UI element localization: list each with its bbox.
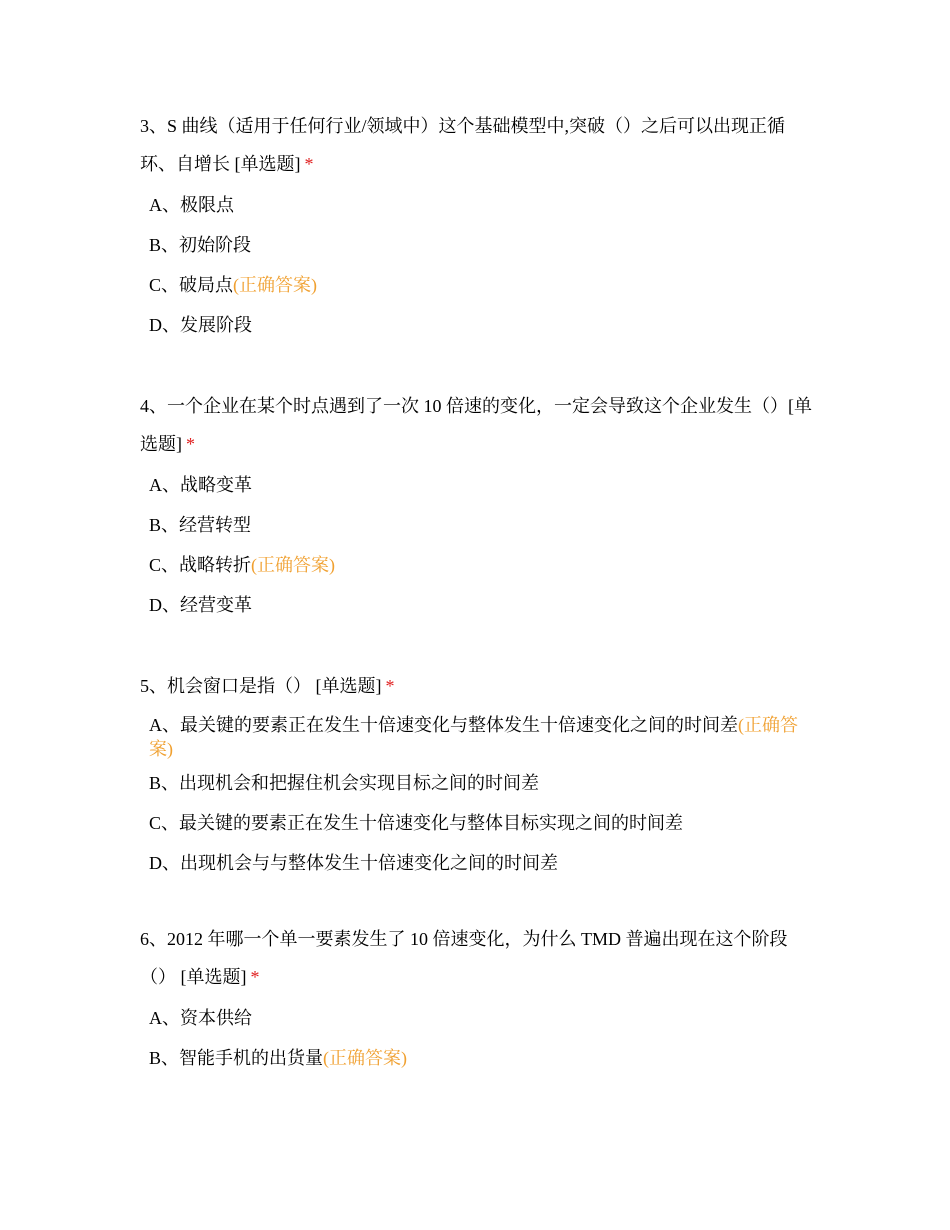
option-text: B、智能手机的出货量 xyxy=(149,1048,324,1068)
option-d[interactable] xyxy=(140,851,812,875)
option-text: A、极限点 xyxy=(149,195,234,215)
option-text: A、战略变革 xyxy=(149,475,252,495)
question-text: 4、一个企业在某个时点遇到了一次 10 倍速的变化，一定会导致这个企业发生（）[单选题] xyxy=(140,396,812,454)
option-text: C、破局点 xyxy=(149,275,234,295)
option-text: C、战略转折 xyxy=(149,555,252,575)
option-text: A、资本供给 xyxy=(149,1008,252,1028)
option-a[interactable] xyxy=(140,473,812,497)
option-c[interactable] xyxy=(140,273,812,297)
correct-answer-label: (正确答案) xyxy=(323,1048,408,1068)
required-asterisk: * xyxy=(304,154,314,174)
question-title xyxy=(140,107,812,183)
required-asterisk: * xyxy=(250,967,260,987)
option-b[interactable] xyxy=(140,233,812,257)
question-4 xyxy=(140,387,812,633)
question-6 xyxy=(140,920,812,1086)
question-text: 6、2012 年哪一个单一要素发生了 10 倍速变化，为什么 TMD 普遍出现在这个阶段（） [单选题] xyxy=(140,929,788,987)
option-text: D、发展阶段 xyxy=(149,315,252,335)
option-text: A、最关键的要素正在发生十倍速变化与整体发生十倍速变化之间的时间差 xyxy=(149,715,738,735)
required-asterisk: * xyxy=(186,434,195,454)
question-3 xyxy=(140,107,812,353)
question-text: 3、S 曲线（适用于任何行业/领域中）这个基础模型中,突破（）之后可以出现正循环、自增长 [单选题] xyxy=(140,116,786,174)
question-title xyxy=(140,387,812,463)
option-text: D、经营变革 xyxy=(149,595,252,615)
option-c[interactable] xyxy=(140,553,812,577)
option-a[interactable] xyxy=(140,1006,812,1030)
options-list xyxy=(140,473,812,617)
option-text: D、出现机会与与整体发生十倍速变化之间的时间差 xyxy=(149,853,558,873)
option-text: B、经营转型 xyxy=(149,515,252,535)
question-5 xyxy=(140,667,812,891)
question-title xyxy=(140,920,812,996)
options-list xyxy=(140,1006,812,1070)
option-text: C、最关键的要素正在发生十倍速变化与整体目标实现之间的时间差 xyxy=(149,813,684,833)
question-title xyxy=(140,667,812,705)
option-text: B、初始阶段 xyxy=(149,235,252,255)
correct-answer-label: (正确答案) xyxy=(251,555,336,575)
options-list xyxy=(140,193,812,337)
option-b[interactable] xyxy=(140,771,812,795)
correct-answer-label: (正确答案) xyxy=(149,715,798,759)
option-a[interactable] xyxy=(140,193,812,217)
option-d[interactable] xyxy=(140,313,812,337)
options-list xyxy=(140,713,812,875)
option-text: B、出现机会和把握住机会实现目标之间的时间差 xyxy=(149,773,540,793)
option-a[interactable] xyxy=(140,713,812,761)
option-c[interactable] xyxy=(140,811,812,835)
option-b[interactable] xyxy=(140,513,812,537)
option-d[interactable] xyxy=(140,593,812,617)
option-b[interactable] xyxy=(140,1046,812,1070)
question-text: 5、机会窗口是指（） [单选题] xyxy=(140,676,382,696)
correct-answer-label: (正确答案) xyxy=(233,275,318,295)
required-asterisk: * xyxy=(385,676,395,696)
